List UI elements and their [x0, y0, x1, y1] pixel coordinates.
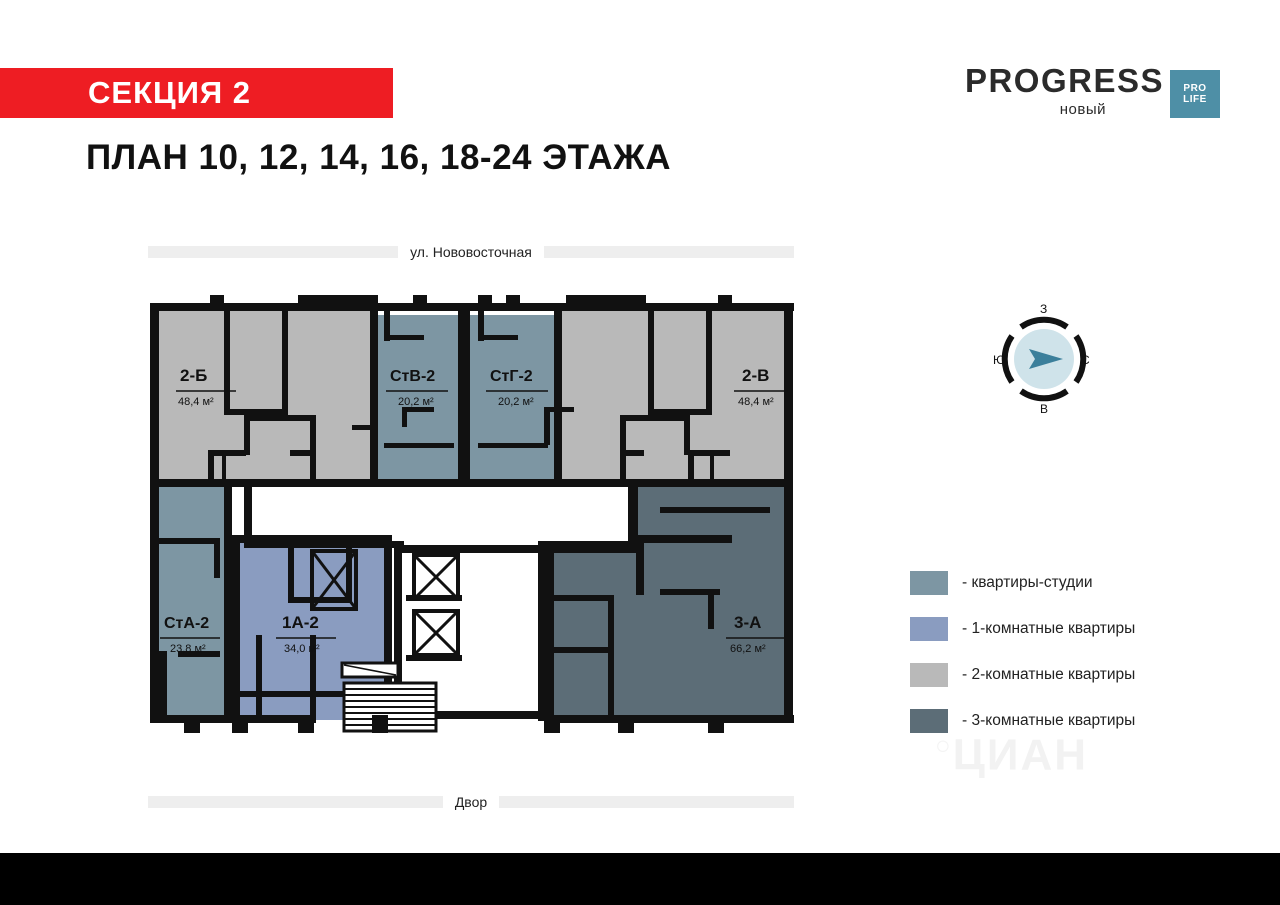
legend-label-3room: - 3-комнатные квартиры — [962, 712, 1136, 729]
compass-label-east: С — [1081, 353, 1090, 367]
street-label-top-text: ул. Нововосточная — [398, 244, 544, 260]
compass-label-north: З — [1040, 302, 1048, 316]
legend-label-2room: - 2-комнатные квартиры — [962, 666, 1136, 683]
apartment-area-stv2: 20,2 м² — [398, 396, 434, 408]
apartment-area-2v: 48,4 м² — [738, 396, 774, 408]
apartment-name-stg2: СтГ-2 — [490, 368, 533, 385]
logo-text-block — [965, 64, 1164, 118]
legend-label-1room: - 1-комнатные квартиры — [962, 620, 1136, 637]
apartment-name-1a2: 1А-2 — [282, 613, 319, 632]
logo-sub-text: новый — [1059, 101, 1106, 118]
watermark-mark: ○ — [935, 730, 953, 760]
legend-item-3room — [910, 698, 1210, 744]
section-badge — [0, 68, 393, 118]
apartment-area-2b: 48,4 м² — [178, 396, 214, 408]
legend-swatch-2room — [910, 663, 948, 687]
page-title: ПЛАН 10, 12, 14, 16, 18-24 ЭТАЖА — [86, 138, 672, 177]
legend-swatch-3room — [910, 709, 948, 733]
apartment-name-sta2: СтА-2 — [164, 615, 210, 632]
apartment-name-2v: 2-В — [742, 366, 770, 385]
apartment-area-sta2: 23,8 м² — [170, 643, 206, 655]
apartment-area-3a: 66,2 м² — [730, 643, 766, 655]
compass-label-west: Ю — [993, 353, 1006, 367]
logo-prolife-badge — [1170, 70, 1220, 118]
street-label-bottom-text: Двор — [443, 794, 499, 810]
logo-badge-line1: PRO — [1183, 82, 1207, 94]
legend-label-studio: - квартиры-студии — [962, 574, 1093, 591]
street-label-top — [148, 246, 794, 258]
legend — [910, 560, 1210, 744]
watermark-text: ЦИАН — [952, 730, 1089, 780]
logo-progress-text: PROGRESS — [964, 62, 1164, 99]
legend-swatch-1room — [910, 617, 948, 641]
apartment-name-2b: 2-Б — [180, 366, 208, 385]
apartment-name-stv2: СтВ-2 — [390, 368, 436, 385]
brand-logo — [965, 64, 1220, 118]
legend-item-2room — [910, 652, 1210, 698]
apartment-area-1a2: 34,0 м² — [284, 643, 320, 655]
bottom-band — [0, 853, 1280, 905]
section-badge-label: СЕКЦИЯ 2 — [88, 75, 252, 110]
legend-item-1room — [910, 606, 1210, 652]
legend-swatch-studio — [910, 571, 948, 595]
floor-plan — [148, 295, 794, 735]
street-label-bottom — [148, 796, 794, 808]
compass-label-south: В — [1040, 402, 1049, 416]
apartment-area-stg2: 20,2 м² — [498, 396, 534, 408]
compass-rose — [985, 300, 1103, 418]
logo-badge-line2: LIFE — [1183, 94, 1207, 105]
apartment-name-3a: 3-А — [734, 613, 762, 632]
legend-item-studio — [910, 560, 1210, 606]
